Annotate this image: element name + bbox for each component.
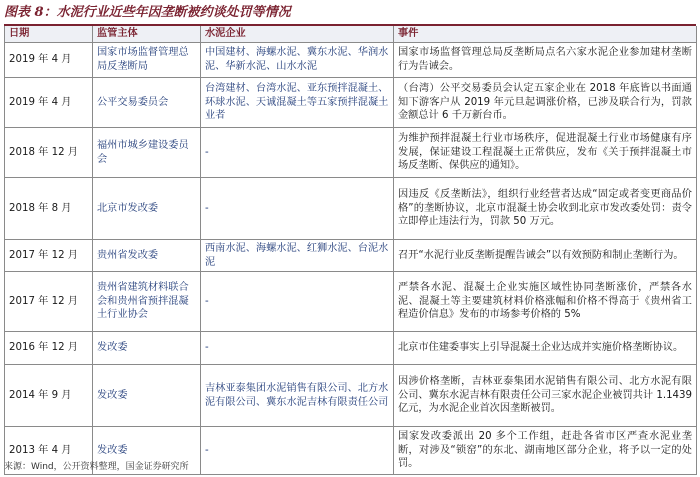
cell-event: 因涉价格垄断，吉林亚泰集团水泥销售有限公司、北方水泥有限公司、冀东水泥吉林有限责任公司三家水泥企业被罚共计 1.1439 亿元，为水泥企业首次因垄断被罚。 [394,365,697,427]
table-row [5,332,697,365]
cell-firms: 中国建材、海螺水泥、冀东水泥、华润水泥、华新水泥、山水水泥 [201,43,394,78]
cell-date: 2014 年 9 月 [5,365,93,427]
table-header-row [5,26,697,43]
column-header-firms: 水泥企业 [201,26,394,43]
table-row [5,240,697,272]
cell-event: 北京市住建委事实上引导混凝土企业达成并实施价格垄断协议。 [394,332,697,365]
table-row [5,272,697,332]
cell-agency: 贵州省建筑材料联合会和贵州省预拌混凝土行业协会 [93,272,201,332]
column-header-event: 事件 [394,26,697,43]
cell-date: 2016 年 12 月 [5,332,93,365]
cell-agency: 公平交易委员会 [93,78,201,128]
figure-title: 图表 8：水泥行业近些年因垄断被约谈处罚等情况 [4,5,291,20]
cell-date: 2019 年 4 月 [5,43,93,78]
table-row [5,128,697,178]
cell-agency: 贵州省发改委 [93,240,201,272]
cell-event: 严禁各水泥、混凝土企业实施区域性协同垄断涨价，严禁各水泥、混凝土等主要建筑材料价格涨幅和价格不得高于《贵州省工程造价信息》发布的市场参考价格的 5% [394,272,697,332]
cell-agency: 北京市发改委 [93,178,201,240]
cell-date: 2013 年 4 月 [5,427,93,475]
cell-date: 2018 年 8 月 [5,178,93,240]
cell-date: 2017 年 12 月 [5,240,93,272]
cell-firms: 台湾建材、台湾水泥、亚东预拌混凝土、环球水泥、天诚混凝土等五家预拌混凝土业者 [201,78,394,128]
cell-firms: - [201,332,394,365]
cell-event: 国家发改委派出 20 多个工作组，赶赴各省市区严查水泥业垄断，对涉及“锁窑”的东北、湖南地区部分企业，将予以一定的处罚。 [394,427,697,475]
column-header-date: 日期 [5,26,93,43]
cell-event: 因违反《反垄断法》，组织行业经营者达成“固定或者变更商品价格”的垄断协议，北京市混凝土协会收到北京市发改委处罚：责令立即停止违法行为，罚款 50 万元。 [394,178,697,240]
cell-event: 为维护预拌混凝土行业市场秩序，促进混凝土行业市场健康有序发展，保证建设工程混凝土正常供应，发布《关于预拌混凝土市场反垄断、保供应的通知》。 [394,128,697,178]
table-row [5,43,697,78]
cell-firms: 吉林亚泰集团水泥销售有限公司、北方水泥有限公司、冀东水泥吉林有限责任公司 [201,365,394,427]
cell-date: 2019 年 4 月 [5,78,93,128]
cell-firms: - [201,427,394,475]
source-note: 来源：Wind，公开资料整理，国金证券研究所 [4,462,189,472]
cell-event: 国家市场监督管理总局反垄断局点名六家水泥企业参加建材垄断行为告诫会。 [394,43,697,78]
table-row [5,78,697,128]
column-header-agency: 监管主体 [93,26,201,43]
cell-date: 2017 年 12 月 [5,272,93,332]
cell-agency: 发改委 [93,365,201,427]
cell-firms: - [201,178,394,240]
cell-date: 2018 年 12 月 [5,128,93,178]
cell-firms: - [201,272,394,332]
cell-event: （台湾）公平交易委员会认定五家企业在 2018 年底皆以书面通知下游客户从 2019 年元旦起调涨价格，已涉及联合行为，罚款金额总计 6 千万新台币。 [394,78,697,128]
table-row [5,365,697,427]
enforcement-table [4,26,697,475]
cell-agency: 福州市城乡建设委员会 [93,128,201,178]
cell-agency: 国家市场监督管理总局反垄断局 [93,43,201,78]
cell-agency: 发改委 [93,427,201,475]
cell-firms: 西南水泥、海螺水泥、红狮水泥、台泥水泥 [201,240,394,272]
cell-firms: - [201,128,394,178]
table-row [5,178,697,240]
cell-event: 召开“水泥行业反垄断提醒告诫会”以有效预防和制止垄断行为。 [394,240,697,272]
cell-agency: 发改委 [93,332,201,365]
